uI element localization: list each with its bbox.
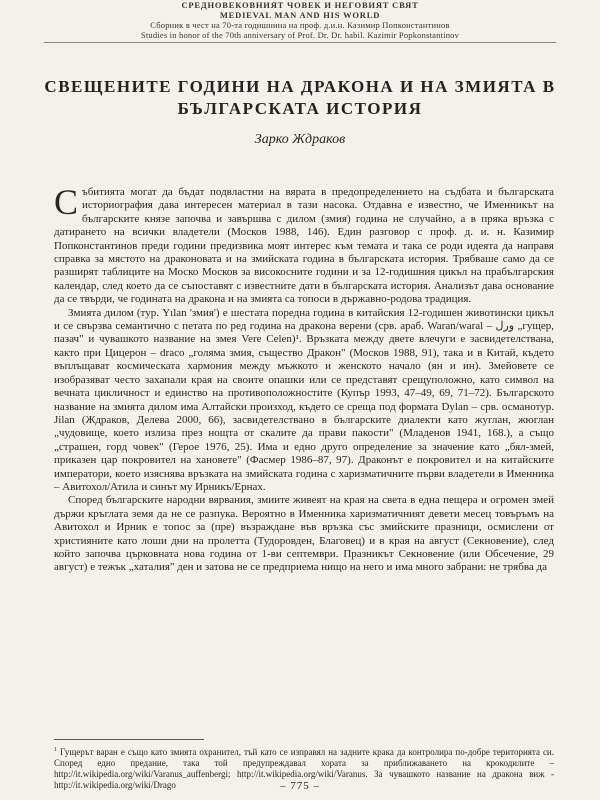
article-author: Зарко Ждраков: [254, 132, 346, 147]
drop-cap: С: [54, 182, 79, 222]
paragraph-1: [54, 182, 554, 307]
page-number: – 775 –: [280, 780, 320, 792]
paragraph-1-text: ъбитията могат да бъдат подвластни на вярата в предопределението на съдбата и българската историография дава интересен материал в тази насока. Отдавна е известно, че Именникът на българските князе започва и завършва с дилом (змия) година не случайно, а в пряка връзка с датирането на всички владетели (Москов 1988, 146). Един разговор с проф. д. и. н. Казимир Попконстантинов преди години предизвика моят интерес към темата и така се роди идеята да направя справка за мястото на драконовата и на змийската година в българската история. Трябваше само да се разширят таблиците на Моско Москов за високосните години и за 12-годишния цикъл на прабългарския календар, след което да се съпоставят с известните дати в българската история. Анализът дава основание да се твърди, че годината на дракона и на змията са топоси в държавно-родова традиция.: [54, 186, 554, 306]
header-divider: [44, 42, 556, 43]
paragraph-3: Според българските народни вярвания, змиите живеят на края на света в една пещера и огромен змей държи кръглата земя да не се разпука. Вероятно в Именника харизматичният девети месец товъръмъ на Авитохол и Ирник е топос за (пре) възраждане във връзка със змийските празници, осмислени от християните като лоши дни на пролетта (Тудоровден, Благовец) и в края на август (Секновение), след който започва църковната нова година от 1-ви септември. Празникът Секновение (или Обсечение, 29 август) е тежък „хаталия" ден и затова не се предприема нищо на него и има много забрани: не трябва да: [54, 494, 554, 574]
header-title-en: MEDIEVAL MAN AND HIS WORLD: [219, 10, 381, 20]
article-body: [54, 182, 554, 575]
paragraph-2: Змията дилом (тур. Yılan 'змия') е шестата поредна година в китайския 12-годишен животински цикъл и се свързва семантично с петата по ред година на дракона верени (срв. араб. Waran/waral – ورل „гущер, пазач" и чувашкото название на змея Vere Celen)¹. Връзката между двете влечуги е засвидетелствана, както при Цицерон – draco „голяма змия, същество Дракон" (Москов 1988, 91), така и в Китай, където въплъщават космическата хармония между мъжкото и женското начало (ян и ин). Змейовете се изобразяват често захапали края на своите опашки или се представят срещуположно, като символ на вечната цикличност и единство на противоположностите (Купър 1993, 47–49, 69, 71–72). Българското название на змията дилом има Алтайски произход, където се среща под формата Dylan – срв. османотур. Jilan (Ждраков, Делева 2000, 66), засвидетелствано в българските диалекти като жуглан, жюглан „чудовище, което излиза през нощта от скалите да прави пакости" (Младенов 1941, 168.), а също „страшен, горд човек" (Герое 1976, 25). Има и едно друго определение за значение като „бял-змей, приказен цар покровител на хановете" (Фасмер 1986–87, 97). Драконът е покровител и на китайските императори, което изяснява връзката на змийската година с харизматичните първи владетели в Именника – Авитохол/Атила и синът му Ирникъ/Ернах.: [54, 306, 554, 493]
header-subtitle-bg: Сборник в чест на 70-та годишнина на проф. д.и.н. Казимир Попконстантинов: [150, 20, 450, 30]
header-title-bg: СРЕДНОВЕКОВНИЯТ ЧОВЕК И НЕГОВИЯТ СВЯТ: [181, 0, 419, 10]
running-header: [0, 0, 600, 40]
footnote-divider: [54, 739, 204, 740]
footnote-text: Гущерът варан е също като змията охранител, тъй като се изправял на задните крака да контролира по-добре територията си. Според едно предание, така той предупреждавал хората за приближаването на крокодилите – http://it.wikipedia.org/wiki/Varanus_auffenbergi; http://it.wikipedia.org/wiki/Varanus. За чувашкото название на дракона виж - http://it.wikipedia.org/wiki/Drago: [54, 747, 555, 790]
article-title: СВЕЩЕНИТЕ ГОДИНИ НА ДРАКОНА И НА ЗМИЯТА В БЪЛГАРСКАТА ИСТОРИЯ: [44, 77, 556, 118]
footnote-mark: 1: [54, 747, 57, 753]
header-subtitle-en: Studies in honor of the 70th anniversary of Prof. Dr. Dr. habil. Kazimir Popkonstantinov: [140, 30, 460, 40]
